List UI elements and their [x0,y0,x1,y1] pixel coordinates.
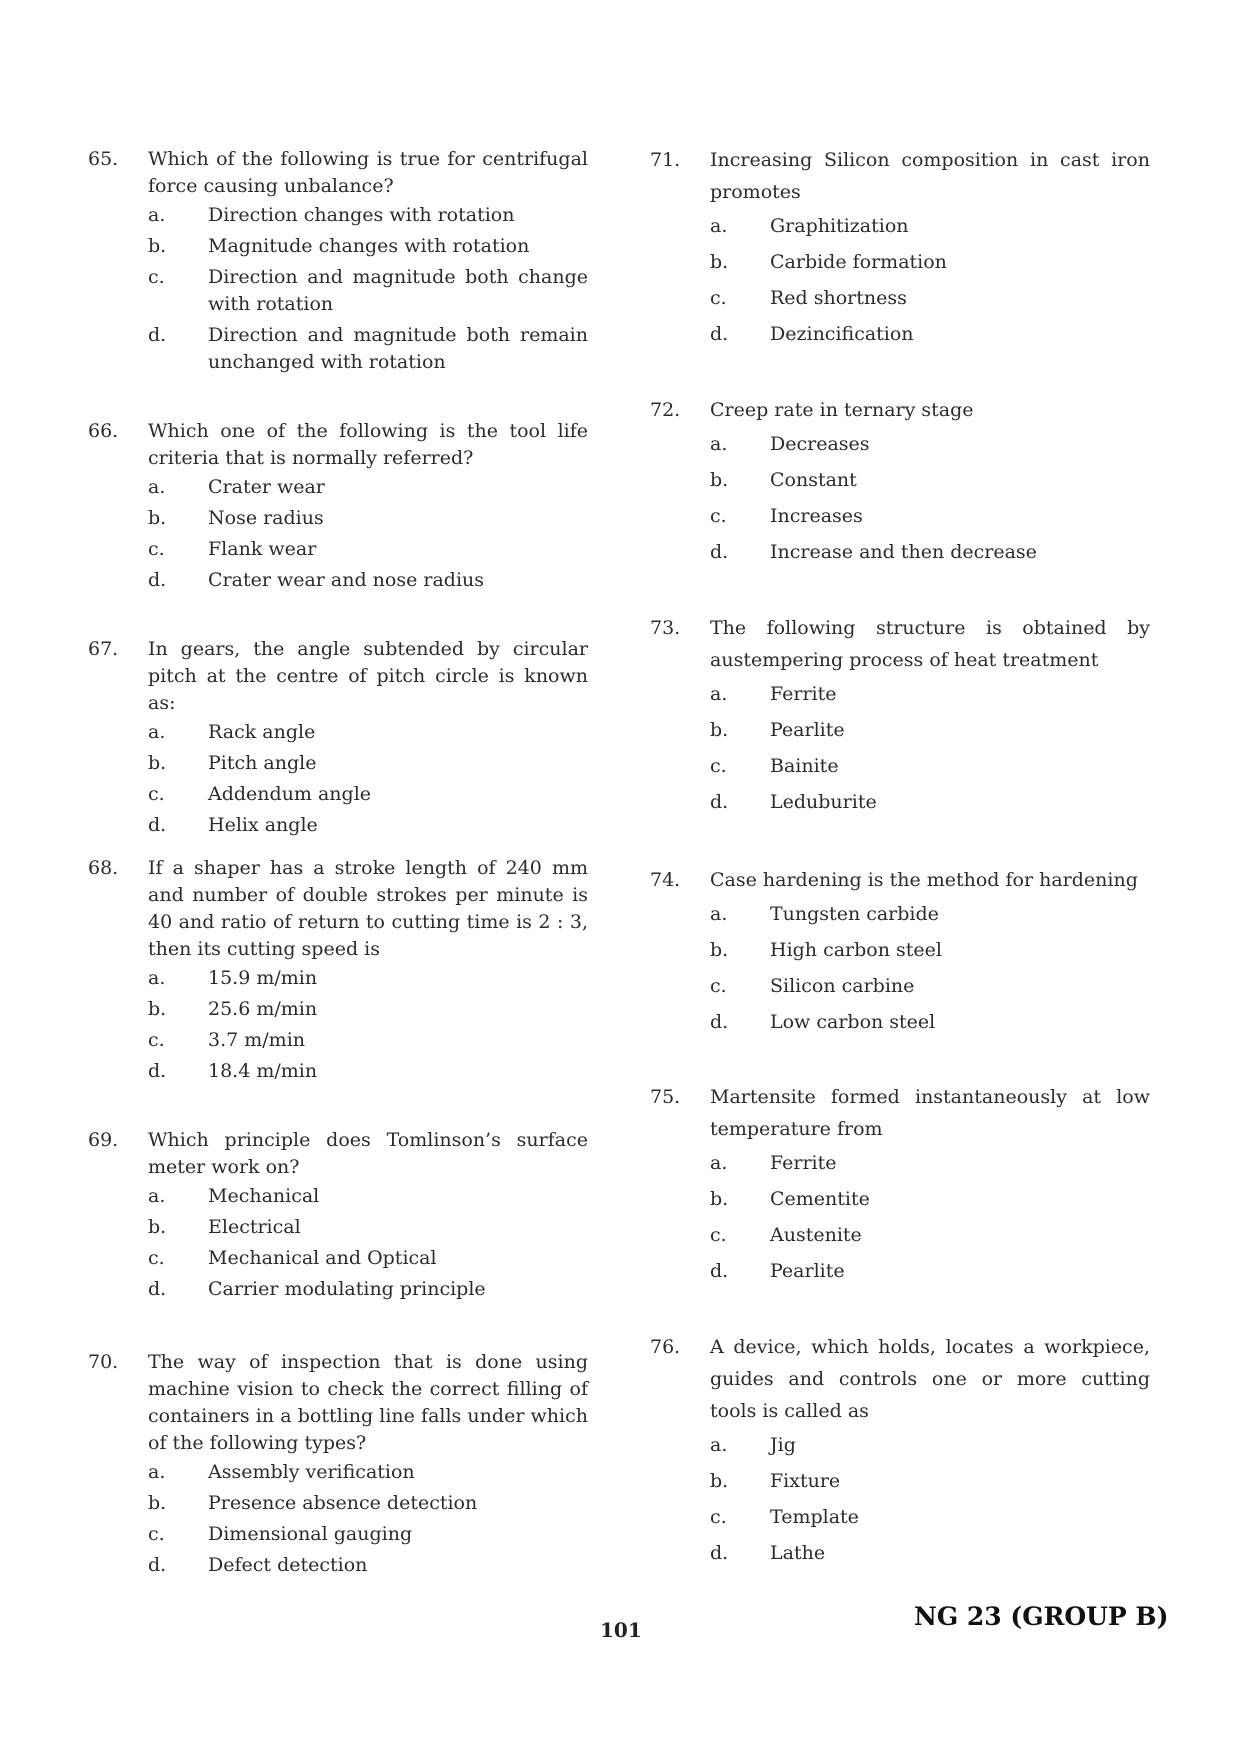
question-number: 73. [650,617,681,639]
option-d [650,1255,1150,1291]
option-letter: a. [710,1152,728,1174]
option-c [88,264,588,322]
option-text: Increase and then decrease [770,541,1037,563]
option-letter: d. [710,541,729,563]
question-text: Increasing Silicon composition in cast iron promotes [710,149,1150,203]
option-text: Tungsten carbide [770,903,939,925]
option-letter: a. [148,204,166,226]
option-b [650,464,1150,500]
question-stem [88,1127,588,1181]
option-letter: b. [148,235,167,257]
option-letter: d. [710,791,729,813]
option-a [650,428,1150,464]
option-text: 18.4 m/min [208,1060,318,1082]
option-text: Ferrite [770,683,837,705]
option-text: Rack angle [208,721,316,743]
option-text: Direction changes with rotation [208,204,515,226]
question-stem [650,612,1150,676]
question-number: 75. [650,1086,681,1108]
option-a [88,202,588,233]
option-a [88,1459,588,1490]
option-text: Flank wear [208,538,317,560]
option-text: Dezincification [770,323,914,345]
option-letter: b. [148,1216,167,1238]
option-letter: c. [148,783,165,805]
option-a [650,678,1150,714]
question-text: If a shaper has a stroke length of 240 mm and number of double strokes per minute is 40 and ratio of return to cutting time is 2 : 3, then its cutting speed is [148,857,588,960]
option-list [650,428,1150,572]
question-65 [88,146,588,380]
option-c [88,536,588,567]
option-letter: d. [710,1011,729,1033]
question-number: 68. [88,857,119,879]
option-c [88,1245,588,1276]
option-a [88,1183,588,1214]
option-a [650,1429,1150,1465]
option-text: 3.7 m/min [208,1029,306,1051]
option-list [88,1183,588,1307]
option-text: Direction and magnitude both remain unchanged with rotation [208,324,588,373]
option-d [88,812,588,843]
question-69 [88,1127,588,1307]
question-number: 74. [650,869,681,891]
option-text: Jig [770,1434,796,1456]
question-stem [88,636,588,717]
option-letter: b. [148,1492,167,1514]
option-a [650,210,1150,246]
option-text: Nose radius [208,507,324,529]
question-68 [88,855,588,1089]
option-letter: d. [148,1060,167,1082]
option-text: Direction and magnitude both change with rotation [208,266,588,315]
option-c [650,1219,1150,1255]
question-70 [88,1349,588,1583]
question-number: 70. [88,1351,119,1373]
option-letter: b. [710,251,729,273]
option-b [650,714,1150,750]
question-number: 67. [88,638,119,660]
option-letter: d. [710,323,729,345]
question-number: 66. [88,420,119,442]
option-list [650,1147,1150,1291]
question-stem [88,146,588,200]
option-letter: a. [148,721,166,743]
option-text: Austenite [770,1224,862,1246]
option-letter: c. [710,1506,727,1528]
option-text: Ferrite [770,1152,837,1174]
page-number: 101 [600,1618,642,1642]
option-b [650,1465,1150,1501]
question-75 [650,1081,1150,1291]
option-b [88,505,588,536]
option-b [88,1214,588,1245]
option-a [650,898,1150,934]
question-number: 69. [88,1129,119,1151]
option-text: Cementite [770,1188,870,1210]
option-text: Magnitude changes with rotation [208,235,530,257]
option-text: Decreases [770,433,870,455]
question-67 [88,636,588,843]
option-letter: d. [710,1260,729,1282]
question-number: 65. [88,148,119,170]
option-letter: d. [148,1278,167,1300]
option-a [650,1147,1150,1183]
option-letter: a. [148,1185,166,1207]
option-letter: b. [148,507,167,529]
question-74 [650,864,1150,1042]
option-letter: c. [148,1029,165,1051]
option-d [88,322,588,380]
option-letter: b. [148,998,167,1020]
option-c [650,1501,1150,1537]
question-stem [650,1331,1150,1427]
question-stem [650,394,1150,426]
question-stem [88,1349,588,1457]
option-list [88,202,588,380]
question-text: Martensite formed instantaneously at low temperature from [710,1086,1150,1140]
option-list [88,474,588,598]
question-stem [88,855,588,963]
option-letter: a. [710,433,728,455]
option-c [650,750,1150,786]
option-text: Bainite [770,755,839,777]
option-list [650,1429,1150,1573]
option-text: Carbide formation [770,251,947,273]
option-letter: d. [148,569,167,591]
option-text: Increases [770,505,863,527]
option-letter: c. [710,505,727,527]
option-letter: b. [710,1188,729,1210]
option-b [650,934,1150,970]
question-stem [650,144,1150,208]
option-text: Helix angle [208,814,318,836]
question-text: Case hardening is the method for hardening [710,869,1138,891]
question-73 [650,612,1150,822]
option-text: Assembly verification [208,1461,415,1483]
option-d [88,1552,588,1583]
question-number: 72. [650,399,681,421]
option-letter: a. [148,1461,166,1483]
option-c [88,1521,588,1552]
option-text: Pitch angle [208,752,317,774]
option-letter: b. [148,752,167,774]
option-c [88,1027,588,1058]
option-letter: b. [710,469,729,491]
option-d [650,1006,1150,1042]
option-letter: d. [148,814,167,836]
option-text: Lathe [770,1542,826,1564]
option-text: Defect detection [208,1554,368,1576]
option-text: Mechanical and Optical [208,1247,437,1269]
option-letter: b. [710,719,729,741]
option-letter: c. [710,975,727,997]
question-text: Which one of the following is the tool life criteria that is normally referred? [148,420,588,469]
option-list [88,719,588,843]
option-list [650,210,1150,354]
question-66 [88,418,588,598]
option-c [88,781,588,812]
option-b [650,246,1150,282]
option-letter: b. [710,939,729,961]
question-number: 76. [650,1336,681,1358]
option-text: Fixture [770,1470,841,1492]
option-text: Red shortness [770,287,907,309]
option-letter: c. [710,287,727,309]
option-letter: a. [148,967,166,989]
option-text: Graphitization [770,215,909,237]
option-text: Addendum angle [208,783,372,805]
option-b [650,1183,1150,1219]
option-d [650,786,1150,822]
question-stem [650,864,1150,896]
option-list [88,1459,588,1583]
option-letter: d. [148,1554,167,1576]
question-72 [650,394,1150,572]
option-d [88,567,588,598]
option-c [650,282,1150,318]
option-b [88,1490,588,1521]
option-letter: a. [148,476,166,498]
option-list [650,678,1150,822]
question-stem [650,1081,1150,1145]
option-text: 25.6 m/min [208,998,318,1020]
option-list [88,965,588,1089]
option-c [650,970,1150,1006]
question-text: Which principle does Tomlinson’s surface meter work on? [148,1129,588,1178]
option-letter: d. [710,1542,729,1564]
option-b [88,750,588,781]
option-letter: c. [148,1523,165,1545]
option-text: Pearlite [770,719,845,741]
option-text: 15.9 m/min [208,967,318,989]
option-letter: c. [710,1224,727,1246]
option-b [88,233,588,264]
option-letter: b. [710,1470,729,1492]
option-d [650,1537,1150,1573]
option-text: Leduburite [770,791,877,813]
option-text: Presence absence detection [208,1492,478,1514]
question-number: 71. [650,149,681,171]
option-text: Crater wear and nose radius [208,569,485,591]
option-text: Dimensional gauging [208,1523,413,1545]
option-letter: a. [710,683,728,705]
question-stem [88,418,588,472]
option-text: Constant [770,469,857,491]
question-text: The way of inspection that is done using machine vision to check the correct filling of containers in a bottling line falls under which of the following types? [148,1351,588,1454]
option-letter: c. [148,266,165,288]
option-letter: c. [148,1247,165,1269]
option-text: Template [770,1506,859,1528]
option-a [88,474,588,505]
question-text: In gears, the angle subtended by circular pitch at the centre of pitch circle is known as: [148,638,588,714]
question-text: Which of the following is true for centrifugal force causing unbalance? [148,148,588,197]
option-d [650,318,1150,354]
option-text: Mechanical [208,1185,320,1207]
question-text: The following structure is obtained by austempering process of heat treatment [710,617,1150,671]
option-list [650,898,1150,1042]
option-text: Carrier modulating principle [208,1278,486,1300]
option-text: High carbon steel [770,939,942,961]
question-71 [650,144,1150,354]
option-letter: c. [710,755,727,777]
option-text: Pearlite [770,1260,845,1282]
option-d [88,1276,588,1307]
exam-code: NG 23 (GROUP B) [914,1602,1169,1631]
option-text: Crater wear [208,476,325,498]
question-text: Creep rate in ternary stage [710,399,974,421]
option-b [88,996,588,1027]
option-letter: c. [148,538,165,560]
option-text: Low carbon steel [770,1011,936,1033]
question-text: A device, which holds, locates a workpiece, guides and controls one or more cutting tools is called as [710,1336,1150,1422]
option-d [88,1058,588,1089]
option-text: Silicon carbine [770,975,915,997]
option-d [650,536,1150,572]
option-letter: a. [710,1434,728,1456]
option-letter: a. [710,215,728,237]
option-a [88,965,588,996]
option-a [88,719,588,750]
option-letter: a. [710,903,728,925]
option-c [650,500,1150,536]
option-letter: d. [148,324,167,346]
option-text: Electrical [208,1216,301,1238]
question-76 [650,1331,1150,1573]
